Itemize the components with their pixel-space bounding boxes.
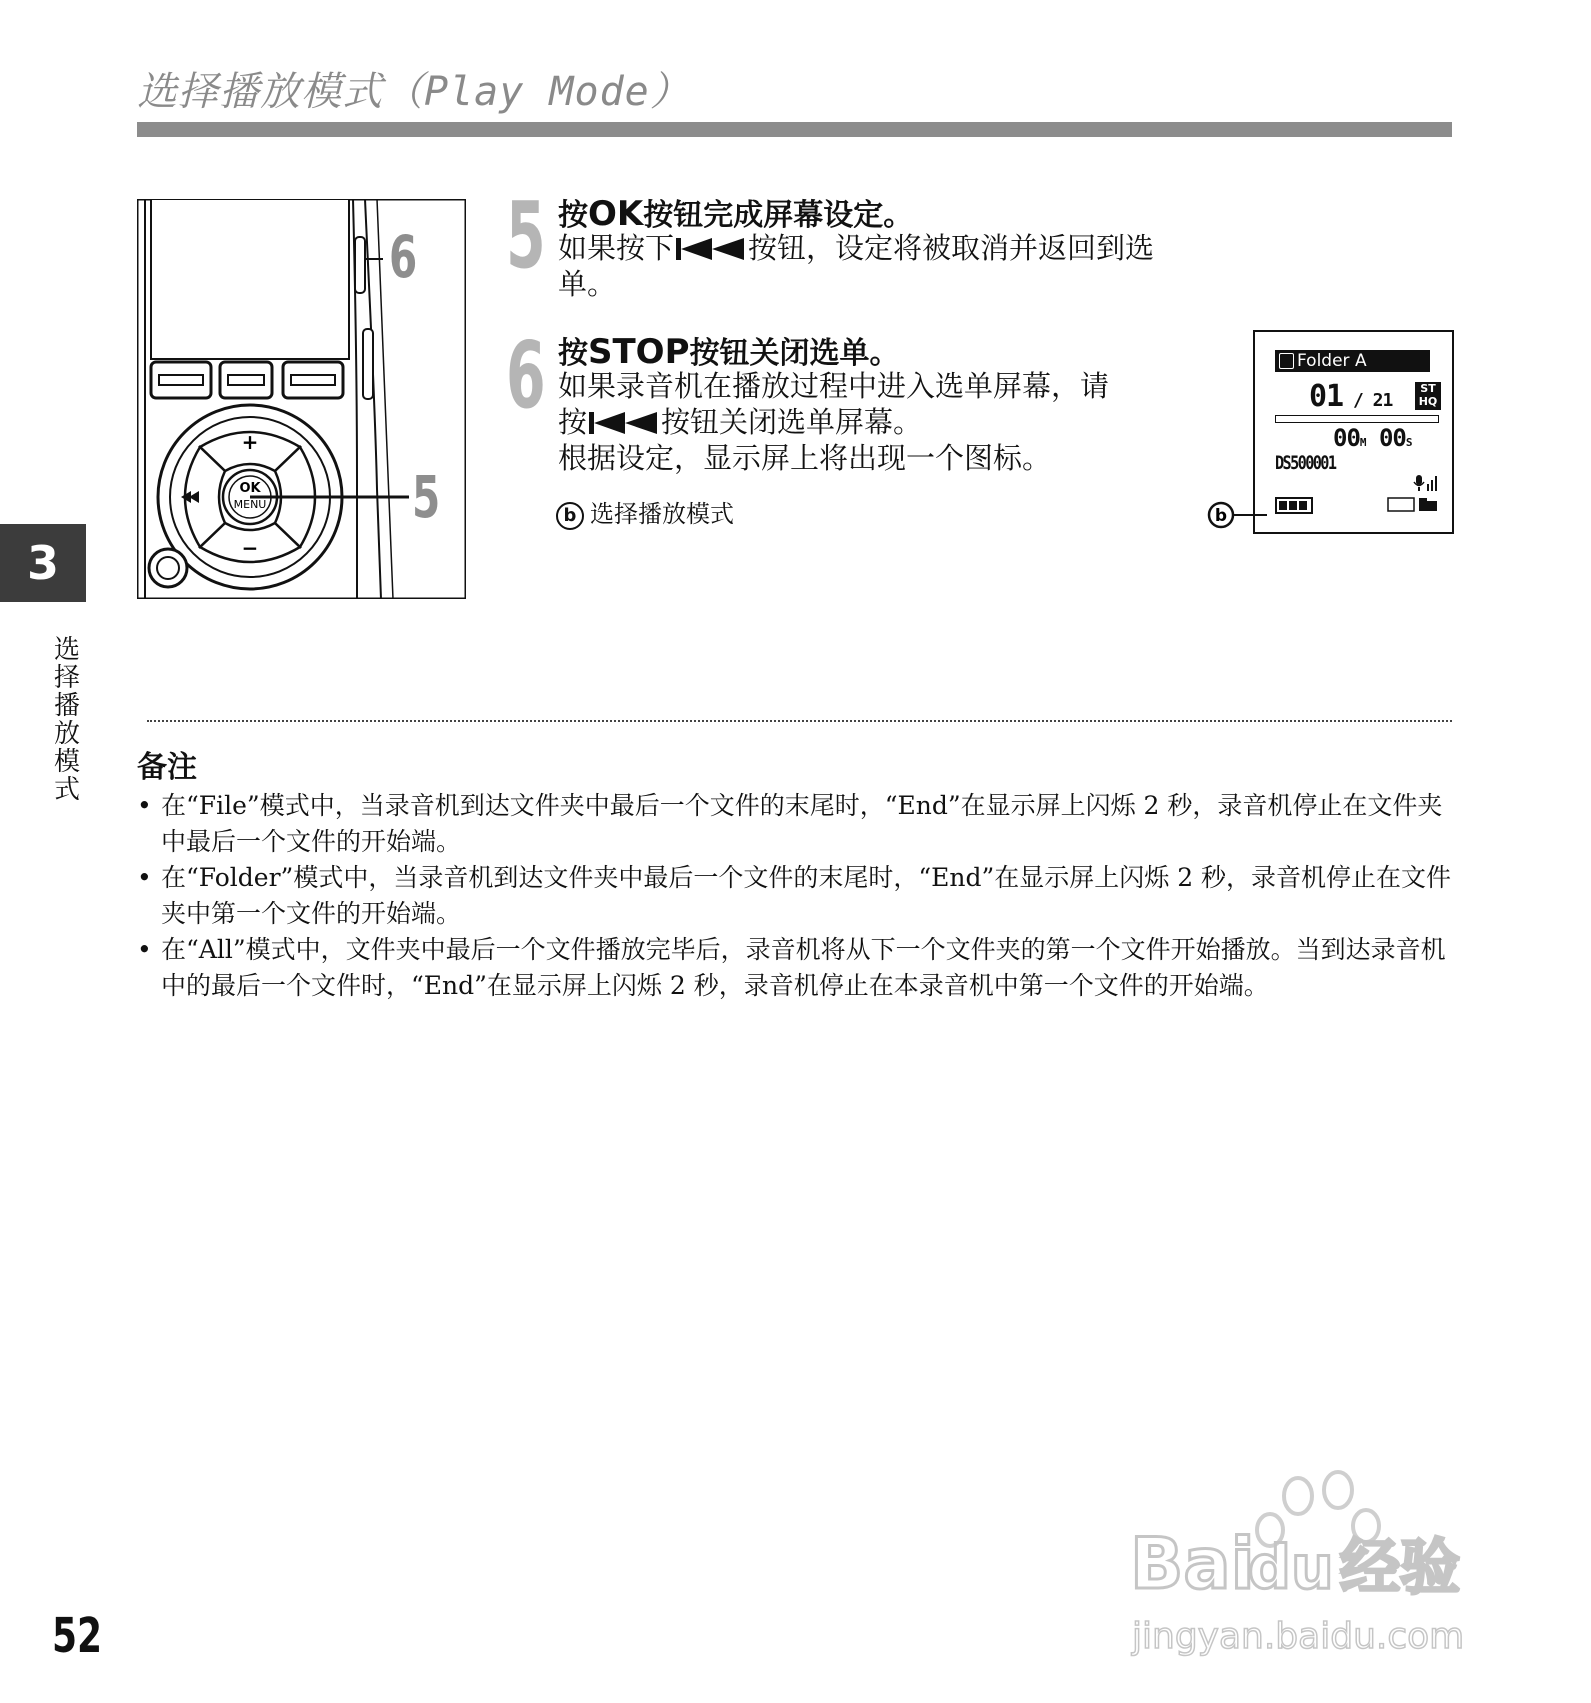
soft-buttons <box>151 362 343 398</box>
note-item: • 在“File”模式中，当录音机到达文件夹中最后一个文件的末尾时，“End”在显示屏上闪烁 2 秒，录音机停止在文件夹中最后一个文件的开始端。 <box>137 788 1457 860</box>
watermark-brand2: du <box>1248 1533 1334 1603</box>
step-6-body-line3: 根据设定，显示屏上将出现一个图标。 <box>558 441 1052 475</box>
chapter-side-label: 选择播放模式 <box>53 635 80 805</box>
lcd-track-counter <box>1309 379 1393 416</box>
callout-5: 5 <box>412 463 441 531</box>
play-mode-icon <box>1387 496 1439 512</box>
step-5-head-post: 按钮完成屏幕设定。 <box>643 198 914 233</box>
callout-b-label: 选择播放模式 <box>590 500 734 528</box>
chapter-tab: 3 <box>0 524 86 602</box>
lcd-elapsed-time <box>1333 424 1412 452</box>
step-6-head-post: 按钮关闭选单。 <box>689 336 900 371</box>
step-6-number: 6 <box>506 322 546 429</box>
lcd-folder-label: Folder A <box>1297 351 1367 371</box>
step-5-key: OK <box>588 194 644 234</box>
step-5-body-post: 按钮，设定将被取消并返回到选单。 <box>558 231 1155 301</box>
device-illustration <box>137 199 466 599</box>
step-5-body-pre: 如果按下 <box>558 231 675 265</box>
watermark-brand-cn: 经验 <box>1340 1533 1460 1603</box>
skip-back-icon <box>587 411 661 435</box>
microphone-sensitivity-icon <box>1413 474 1437 492</box>
lcd-mode-bottom: HQ <box>1418 395 1438 408</box>
lcd-folder-bar <box>1275 350 1430 372</box>
step-6-heading <box>558 328 900 372</box>
step-6-body-line2 <box>558 404 1198 440</box>
step-6-body-line1: 如果录音机在播放过程中进入选单屏幕，请 <box>558 369 1110 403</box>
step-6-body-pre: 按 <box>558 405 588 439</box>
watermark-url: jingyan.baidu.com <box>1132 1616 1465 1657</box>
recording-mode-icon <box>1415 382 1441 410</box>
notes-list <box>137 788 1457 1004</box>
step-5-heading <box>558 190 913 234</box>
plus-label: + <box>241 430 259 454</box>
menu-label: MENU <box>233 498 267 511</box>
lcd-seconds: 00 <box>1378 424 1406 452</box>
step-5-head-pre: 按 <box>558 198 588 233</box>
lcd-minutes-unit: M <box>1359 436 1366 449</box>
step-6-body <box>558 368 1198 476</box>
lcd-seconds-unit: S <box>1405 436 1412 449</box>
step-6-body-post: 按钮关闭选单屏幕。 <box>661 405 923 439</box>
lcd-callout-letter: b <box>1214 506 1228 526</box>
callout-b-marker: b <box>556 502 584 530</box>
watermark-brand: Bai <box>1130 1523 1255 1605</box>
lcd-filename: DS500001 <box>1275 452 1336 474</box>
step-5-number: 5 <box>506 182 546 289</box>
folder-icon <box>1279 353 1294 369</box>
lcd-track-sep: / <box>1352 390 1363 411</box>
lcd-minutes: 00 <box>1333 424 1360 452</box>
callout-6: 6 <box>389 223 418 291</box>
note-item: • 在“Folder”模式中，当录音机到达文件夹中最后一个文件的末尾时，“End”在显示屏上闪烁 2 秒，录音机停止在文件夹中第一个文件的开始端。 <box>137 860 1457 932</box>
notes-title: 备注 <box>137 750 197 785</box>
lcd-track-total: 21 <box>1372 390 1393 411</box>
note-item: • 在“All”模式中，文件夹中最后一个文件播放完毕后，录音机将从下一个文件夹的第一个文件开始播放。当到达录音机中的最后一个文件时，“End”在显示屏上闪烁 2 秒，录音机停止在本录音机中第一个文件的开始端。 <box>137 932 1457 1004</box>
lcd-mode-top: ST <box>1420 382 1436 395</box>
lcd-progress-bar <box>1275 415 1439 423</box>
lcd-callout-b <box>1207 500 1267 530</box>
lcd-display <box>1253 330 1454 534</box>
step-5-body <box>558 230 1198 302</box>
step-6-key: STOP <box>588 332 690 372</box>
ok-label: OK <box>239 481 261 496</box>
skip-back-icon <box>674 237 748 261</box>
lcd-track-current: 01 <box>1309 379 1344 414</box>
minus-label: − <box>241 536 259 560</box>
step-6-head-pre: 按 <box>558 336 588 371</box>
baidu-jingyan-watermark <box>1130 1468 1510 1668</box>
page-title: 选择播放模式（Play Mode） <box>137 69 691 115</box>
section-divider <box>147 720 1452 722</box>
title-rule <box>137 122 1452 137</box>
battery-icon <box>1275 497 1313 514</box>
page-number: 52 <box>52 1608 103 1664</box>
callout-b-legend <box>556 494 734 530</box>
